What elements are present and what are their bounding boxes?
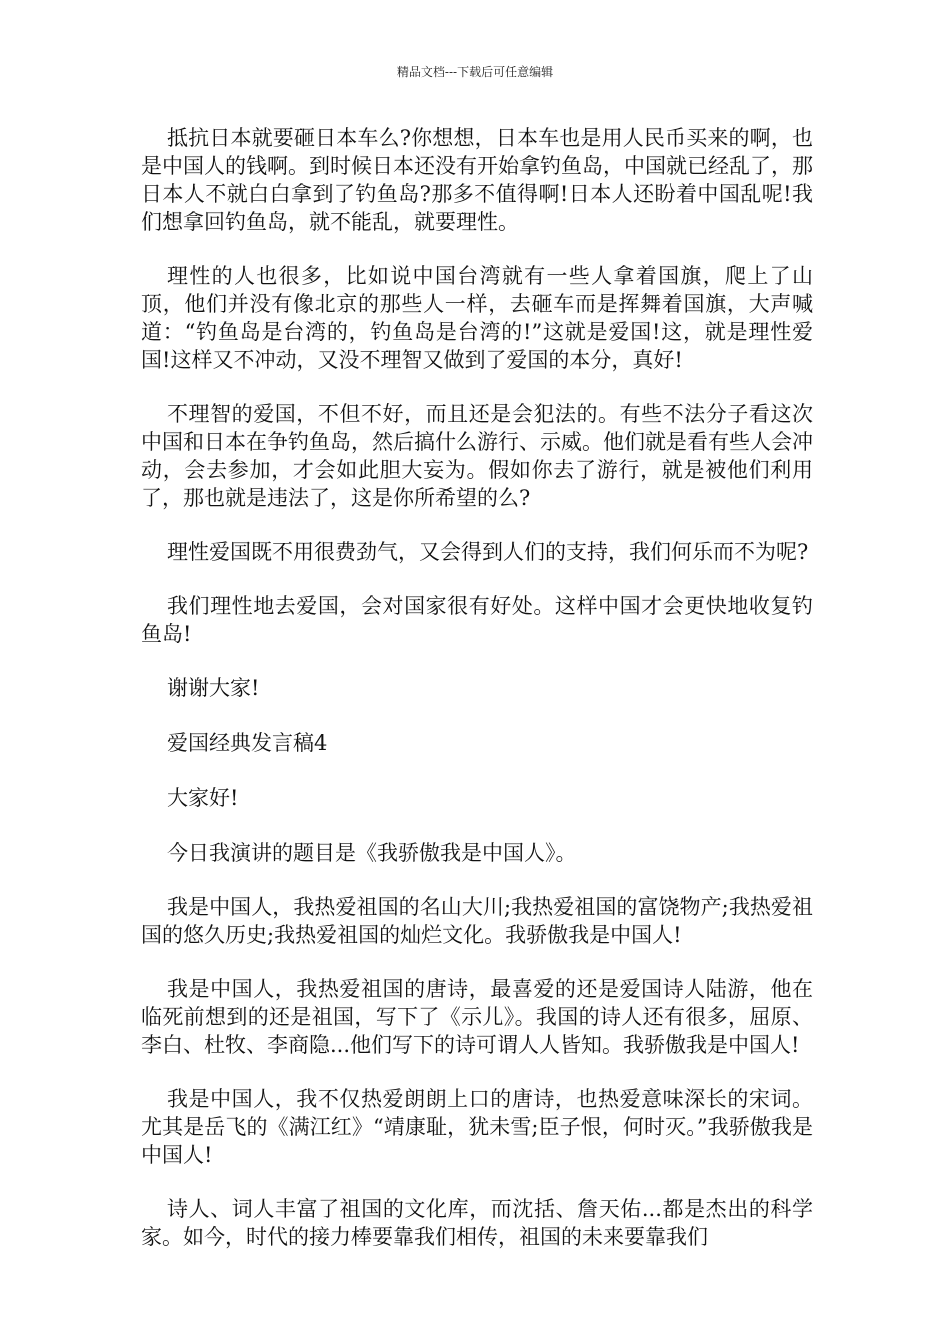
paragraph: 理性的人也很多，比如说中国台湾就有一些人拿着国旗，爬上了山顶，他们并没有像北京的那些人一样，去砸车而是挥舞着国旗，大声喊道：“钓鱼岛是台湾的，钓鱼岛是台湾的!”这就是爱国!这，就是理性爱国!这样又不冲动，又没不理智又做到了爱国的本分，真好! <box>141 264 813 372</box>
paragraph: 谢谢大家! <box>167 676 260 700</box>
document-body <box>141 124 813 1277</box>
paragraph: 抵抗日本就要砸日本车么?你想想，日本车也是用人民币买来的啊，也是中国人的钱啊。到时候日本还没有开始拿钓鱼岛，中国就已经乱了，那日本人不就白白拿到了钓鱼岛?那多不值得啊!日本人还盼着中国乱呢!我们想拿回钓鱼岛，就不能乱，就要理性。 <box>141 126 813 234</box>
paragraph: 理性爱国既不用很费劲气，又会得到人们的支持，我们何乐而不为呢? <box>167 540 809 564</box>
section-title: 爱国经典发言稿4 <box>167 731 328 755</box>
paragraph: 今日我演讲的题目是《我骄傲我是中国人》。 <box>167 841 577 865</box>
paragraph: 我是中国人，我不仅热爱朗朗上口的唐诗，也热爱意味深长的宋词。尤其是岳飞的《满江红》“靖康耻，犹未雪;臣子恨，何时灭。”我骄傲我是中国人! <box>141 1087 813 1167</box>
page-header: 精品文档---下载后可任意编辑 <box>396 65 554 79</box>
paragraph: 我是中国人，我热爱祖国的名山大川;我热爱祖国的富饶物产;我热爱祖国的悠久历史;我热爱祖国的灿烂文化。我骄傲我是中国人! <box>141 895 813 947</box>
paragraph: 诗人、词人丰富了祖国的文化库，而沈括、詹天佑...都是杰出的科学家。如今，时代的接力棒要靠我们相传，祖国的未来要靠我们 <box>141 1197 813 1249</box>
paragraph: 我是中国人，我热爱祖国的唐诗，最喜爱的还是爱国诗人陆游，他在临死前想到的还是祖国，写下了《示儿》。我国的诗人还有很多，屈原、李白、杜牧、李商隐...他们写下的诗可谓人人皆知。我骄傲我是中国人! <box>141 977 813 1057</box>
paragraph: 我们理性地去爱国，会对国家很有好处。这样中国才会更快地收复钓鱼岛! <box>141 594 813 646</box>
paragraph: 不理智的爱国，不但不好，而且还是会犯法的。有些不法分子看这次中国和日本在争钓鱼岛，然后搞什么游行、示威。他们就是看有些人会冲动，会去参加，才会如此胆大妄为。假如你去了游行，就是被他们利用了，那也就是违法了，这是你所希望的么? <box>141 402 813 510</box>
paragraph: 大家好! <box>167 786 239 810</box>
